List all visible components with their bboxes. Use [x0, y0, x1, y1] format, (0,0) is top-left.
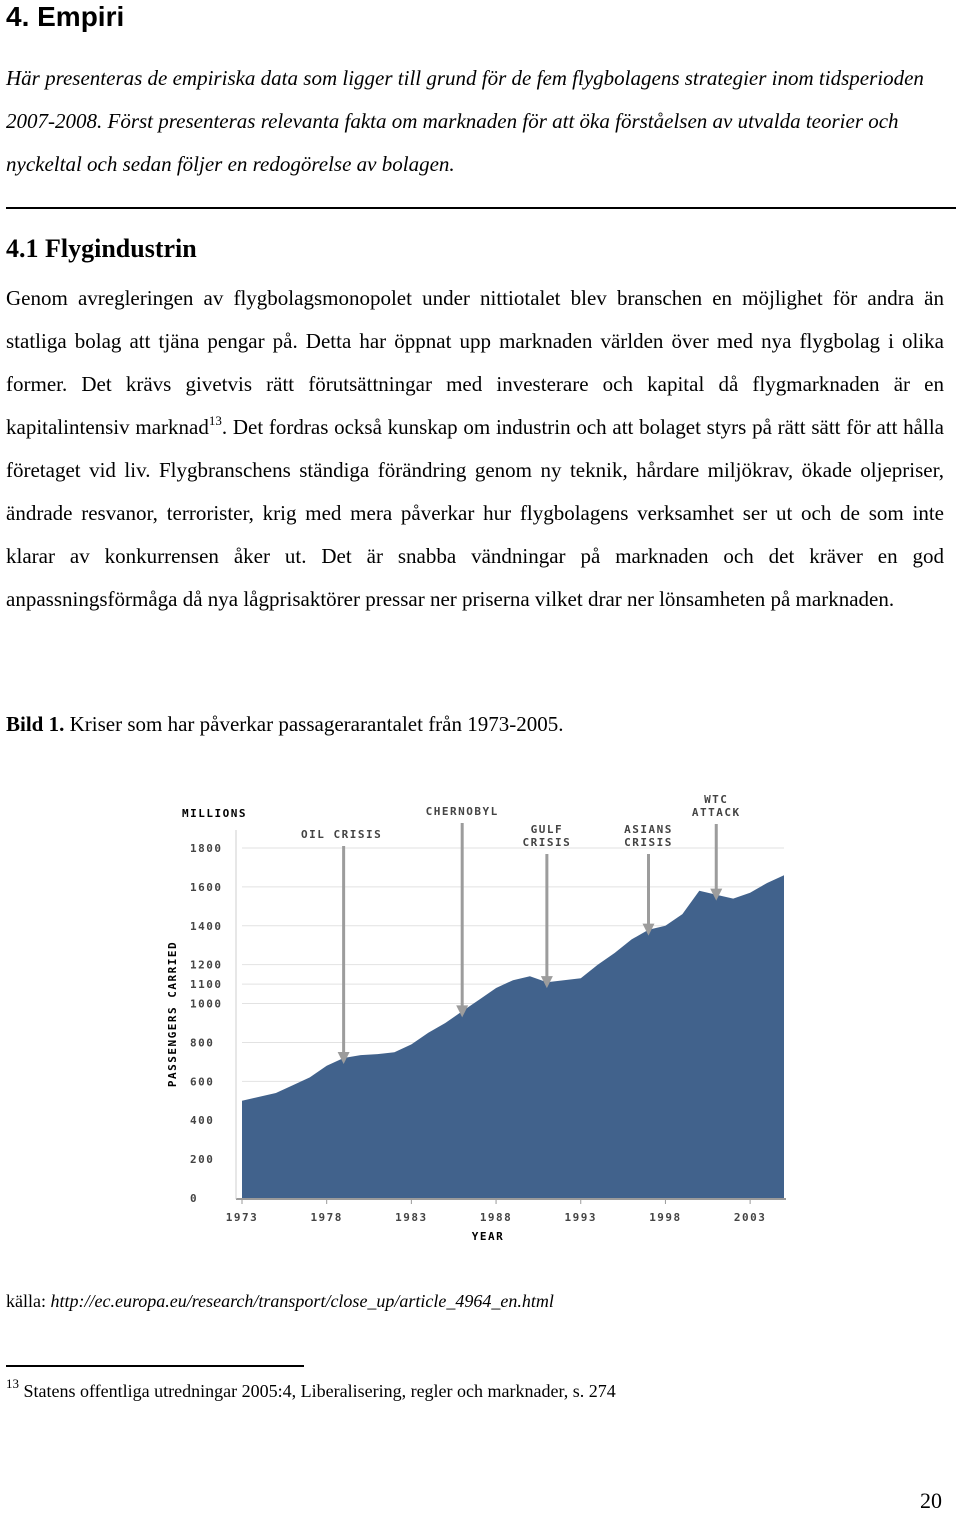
- y-tick-label: 1000: [190, 997, 223, 1011]
- y-tick-label: 0: [190, 1192, 199, 1205]
- x-tick-label: 1988: [479, 1211, 513, 1224]
- y-tick-label: 600: [190, 1075, 215, 1089]
- x-tick-label: 1973: [225, 1211, 259, 1224]
- annotation-label: ASIANS: [624, 823, 673, 836]
- figure-label: Bild 1.: [6, 712, 65, 736]
- footnote-divider: [6, 1365, 304, 1367]
- x-axis-label: YEAR: [471, 1230, 505, 1243]
- y-tick-label: 200: [190, 1153, 215, 1167]
- figure-source: [6, 1288, 554, 1314]
- y-tick-label: 400: [190, 1114, 215, 1128]
- annotation-label: OIL CRISIS: [301, 828, 383, 841]
- footnote-reference[interactable]: 13: [208, 413, 222, 428]
- passenger-area-chart: [160, 790, 800, 1250]
- y-tick-label: 1200: [190, 958, 223, 972]
- y-tick-label: 1100: [190, 978, 223, 992]
- annotation-label: GULF: [530, 823, 564, 836]
- figure-caption: [6, 706, 564, 742]
- section-divider: [6, 207, 956, 209]
- annotation-label: WTC: [704, 793, 729, 806]
- annotation-label: CRISIS: [624, 836, 673, 849]
- source-prefix: källa:: [6, 1291, 51, 1311]
- annotation-label: CRISIS: [522, 836, 572, 849]
- unit-label: MILLIONS: [182, 807, 247, 820]
- source-link[interactable]: http://ec.europa.eu/research/transport/close_up/article_4964_en.html: [50, 1291, 554, 1311]
- footnote: [6, 1378, 616, 1404]
- y-tick-label: 1800: [190, 842, 223, 855]
- x-tick-label: 1993: [564, 1211, 597, 1224]
- chapter-heading: 4. Empiri: [6, 1, 125, 32]
- section-paragraph: [6, 277, 944, 621]
- x-tick-label: 1998: [649, 1211, 682, 1224]
- y-tick-label: 1400: [190, 919, 223, 933]
- paragraph-part-2: . Det fordras också kunskap om industrin och att bolaget styrs på rätt sätt för att hålla företaget vid liv. Flygbranschens ständiga förändring genom ny teknik, hårdare miljökrav, ökade oljepriser, ändrade resvanor, terrorister, krig med mera påverkar hur flygbolagens verksamhet ser ut och de som inte klarar av konkurrensen åker ut. Det är snabba vändningar på marknaden och det kräver en god anpassningsförmåga då nya lågprisaktörer pressar ner priserna vilket drar ner lönsamheten på marknaden.: [6, 415, 944, 611]
- footnote-number: 13: [6, 1376, 19, 1391]
- chapter-intro: Här presenteras de empiriska data som ligger till grund för de fem flygbolagens strategier inom tidsperioden 2007-2008. Först presenteras relevanta fakta om marknaden för att öka förståelsen av utvalda teorier och nyckeltal och sedan följer en redogörelse av bolagen.: [6, 66, 924, 176]
- passenger-area: [242, 875, 784, 1198]
- x-tick-label: 1983: [395, 1211, 428, 1224]
- paragraph-part-1: Genom avregleringen av flygbolagsmonopolet under nittiotalet blev branschen en möjlighet för andra än statliga bolag att tjäna pengar på. Detta har öppnat upp marknaden världen över med nya flygbolag i olika former. Det krävs givetvis rätt förutsättningar med investerare och kapital då flygmarknaden är en kapitalintensiv marknad: [6, 286, 944, 439]
- section-title: 4.1 Flygindustrin: [6, 234, 197, 263]
- y-tick-label: 800: [190, 1036, 215, 1050]
- page-number: 20: [920, 1488, 942, 1513]
- annotation-label: ATTACK: [691, 806, 741, 819]
- annotation-label: CHERNOBYL: [425, 805, 499, 818]
- footnote-text: Statens offentliga utredningar 2005:4, Liberalisering, regler och marknader, s. 274: [19, 1381, 616, 1401]
- figure-caption-text: Kriser som har påverkar passagerarantalet från 1973-2005.: [64, 712, 564, 736]
- y-tick-label: 1600: [190, 880, 223, 894]
- x-tick-label: 1978: [310, 1211, 343, 1224]
- y-axis-label: PASSENGERS CARRIED: [166, 940, 179, 1088]
- x-tick-label: 2003: [733, 1211, 767, 1224]
